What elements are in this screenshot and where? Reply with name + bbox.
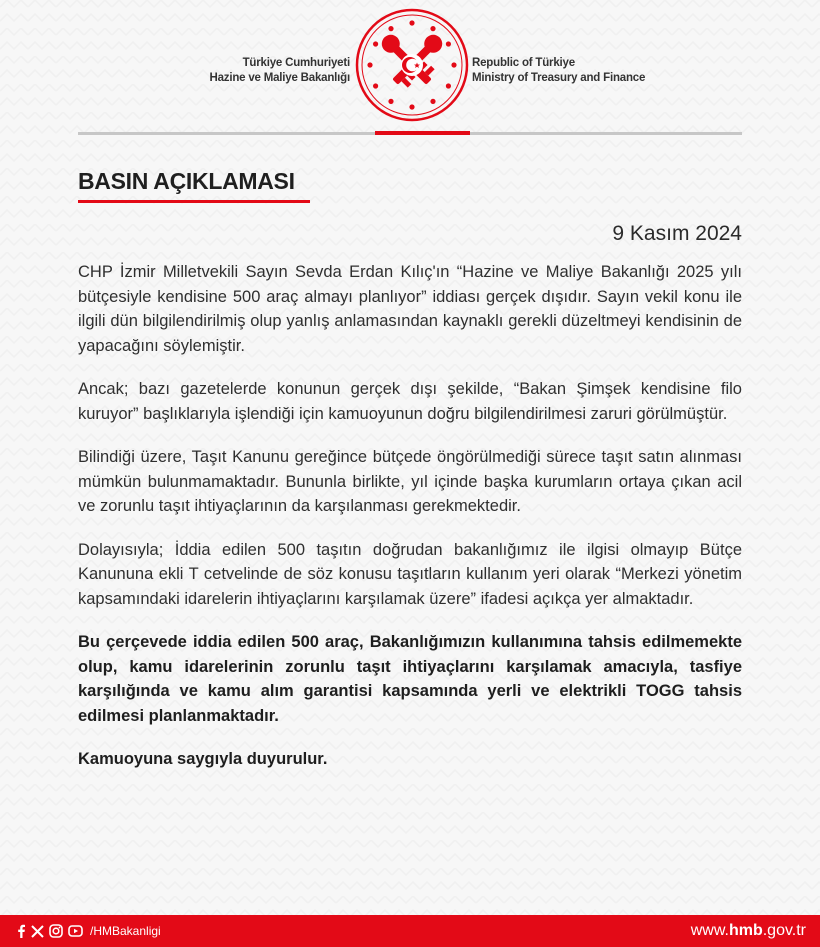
org-en-line-1: Republic of Türkiye	[472, 57, 575, 69]
site-domain: hmb	[728, 922, 763, 939]
paragraph-2: Ancak; bazı gazetelerde konunun gerçek dışı şekilde, “Bakan Şimşek kendisine filo kuruyor” başlıklarıyla işlendiği için kamuoyunun doğru bilgilendirilmesi zaruri görülmüştür.	[78, 380, 742, 423]
website-link[interactable]	[691, 921, 806, 941]
title-underline	[78, 200, 310, 203]
paragraph-4: Dolayısıyla; İddia edilen 500 taşıtın doğrudan bakanlığımız ile ilgisi olmayıp Bütçe Kanununa ekli T cetvelinde de söz konusu taşıtların kullanım yeri olarak “Merkezi yönetim kapsamındaki idarelerin ihtiyaçlarını karşılamak üzere” ifadesi açıkça yer almaktadır.	[78, 540, 742, 608]
org-name-turkish	[209, 56, 350, 86]
closing-line: Kamuoyuna saygıyla duyurulur.	[78, 750, 328, 768]
ministry-seal-icon	[355, 8, 469, 122]
document-body	[78, 260, 742, 791]
org-en-line-2: Ministry of Treasury and Finance	[472, 72, 646, 84]
social-links	[16, 923, 161, 939]
header-divider-accent	[375, 131, 470, 135]
paragraph-1: CHP İzmir Milletvekili Sayın Sevda Erdan Kılıç'ın “Hazine ve Maliye Bakanlığı 2025 yılı bütçesiyle kendisine 500 araç almayı planlıyor” iddiası gerçek dışıdır. Sayın vekil konu ile ilgili dün bilgilendirilmiş olup yanlış anlamasından kaynaklı gerekli düzeltmeyi kendisinin de yapacağını söylemiştir.	[78, 263, 742, 355]
footer-bar	[0, 915, 820, 947]
site-prefix: www.	[690, 922, 729, 939]
document-title: BASIN AÇIKLAMASI	[78, 168, 295, 194]
social-handle[interactable]: /HMBakanligi	[90, 924, 161, 938]
document-date: 9 Kasım 2024	[612, 222, 742, 245]
org-tr-line-1: Türkiye Cumhuriyeti	[242, 57, 350, 69]
x-icon[interactable]	[31, 925, 44, 938]
letterhead	[0, 0, 820, 140]
facebook-icon[interactable]	[16, 924, 26, 938]
site-suffix: .gov.tr	[762, 922, 806, 939]
paragraph-3: Bilindiği üzere, Taşıt Kanunu gereğince bütçede öngörülmediği sürece taşıt satın alınması mümkün bulunmamaktadır. Bununla birlikte, yıl içinde başka kurumların ortaya çıkan acil ve zorunlu taşıt ihtiyaçlarının da karşılanması gerekmektedir.	[78, 448, 742, 515]
org-tr-line-2: Hazine ve Maliye Bakanlığı	[209, 72, 350, 84]
org-name-english	[472, 56, 645, 86]
youtube-icon[interactable]	[68, 925, 83, 937]
paragraph-5: Bu çerçevede iddia edilen 500 araç, Bakanlığımızın kullanımına tahsis edilmemekte olup, kamu idarelerinin zorunlu taşıt ihtiyaçlarını karşılamak amacıyla, tasfiye karşılığında ve kamu alım garantisi kapsamında yerli ve elektrikli TOGG tahsis edilmesi planlanmaktadır.	[78, 633, 742, 725]
instagram-icon[interactable]	[49, 924, 63, 938]
